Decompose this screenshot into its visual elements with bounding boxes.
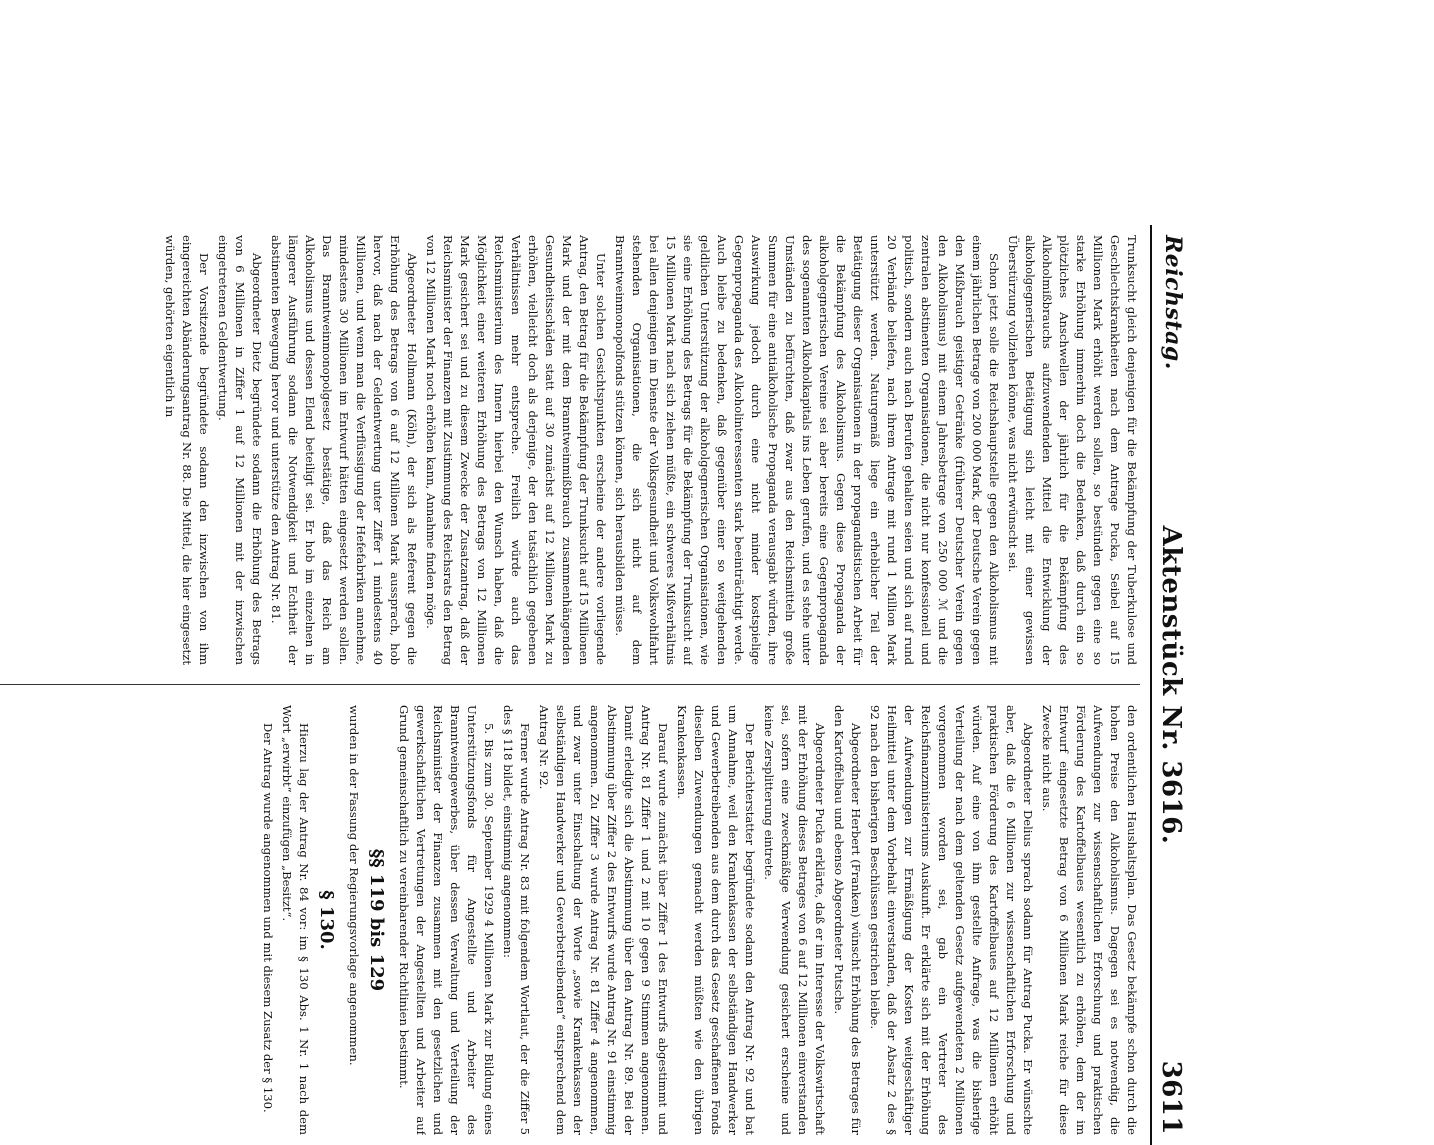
left-paragraph: Schon jetzt solle die Reichshauptstelle gegen den Alkoholismus mit einem jährlichen Betrage von 200 000 Mark, der Deutsche Verein gegen den Mißbrauch geistiger Getränke (früherer Deutscher Verein gegen den Alkoholismus) mit einem Jahresbetrage von 250 000 ℳ und die zentralen abstinenten Organisationen, die nicht nur konfessionell und politisch, sondern auch nach Berufen gehalten seien und sich auf rund 20 Verbände beliefen, nach ihrem Antrage mit rund 1 Million Mark unterstützt werden. Naturgemäß liege ein erheblicher Teil der Betätigung dieser Organisationen in der propagandistischen Arbeit für die Bekämpfung des Alkoholismus. Gegen diese Propaganda der alkoholgegnerischen Vereine sei aber bereits eine Gegenpropaganda des sogenannten Alkoholkapitals ins Leben gerufen, und es stehe unter Umständen zu befürchten, daß zwar aus den Reichsmitteln große Summen für eine antialkoholische Propaganda verausgabt würden, ihre Auswirkung jedoch durch eine nicht minder kostspielige Gegenpropaganda des Alkoholinteressenten stark beeinträchtigt werde. Auch bleibe zu bedenken, daß gegenüber einer so weitgehenden geldlichen Unterstützung der alkoholgegnerischen Organisationen, wie sie eine Erhöhung des Betrags für die Bekämpfung der Trunksucht auf 15 Millionen Mark nach sich ziehen müßte, ein schweres Mißverhältnis bei allen denjenigen im Dienste der Volksgesundheit und Volkswohlfahrt stehenden Organisationen, die sich nicht auf dem Branntweinmonopolfonds stützen können, sich herausbilden müsse. (613, 235, 1001, 665)
left-paragraph: Trunksucht gleich denjenigen für die Bekämpfung der Tuberkulose und Geschlechtskrankheiten nach dem Antrage Pucka, Seibel auf 15 Millionen Mark erhöht werden sollen, so bestünden gegen eine so starke Erhöhung immerhin doch die Bedenken, daß durch ein so plötzliches Anschwellen der jährlich für die Bekämpfung des Alkoholmißbrauchs aufzuwendenden Mittel die Entwicklung der alkoholgegnerischen Betätigung sich leicht mit einer gewissen Überstürzung vollziehen könne, was nicht erwünscht sei. (1006, 235, 1139, 665)
right-paragraph: Der Berichterstatter begründete sodann den Antrag Nr. 92 und bat um Annahme, weil den Krankenkassen der selbständigen Handwerker und Gewerbetreibenden aus dem durch das Gesetz geschaffenen Fonds dieselben Zuwendungen gemacht werden müßten wie den übrigen Krankenkassen. (675, 705, 757, 1135)
right-column (0, 705, 1140, 1135)
left-column (0, 235, 1140, 665)
right-paragraph: Abgeordneter Pucka erklärte, daß er im Interesse der Volkswirtschaft mit der Erhöhung dieses Betrages von 6 auf 12 Millionen einverstanden sei, sofern eine zweckmäßige Verwendung gesichert erscheine und keine Zersplitterung eintrete. (762, 705, 827, 1135)
section-text: Der Antrag wurde angenommen und mit diesem Zusatz der § 130. (261, 723, 275, 1113)
left-paragraph: Abgeordneter Hollmann (Köln), der sich als Referent gegen die Erhöhung des Betrags von 6 auf 12 Millionen Mark aussprach, hob hervor, daß nach der Geldentwertung unter Ziffer 1 mindestens 40 Millionen, und wenn man die Verflüssigung der Hefefabriken annehme, mindestens 30 Millionen im Entwurf hätten eingesetzt werden sollen. Das Branntweinmonopolgesetz bestätige, daß das Reich am Alkoholismus und dessen Elend beteiligt sei. Er hob im einzelnen in längerer Ausführung sodann die Notwendigkeit und Echtheit der abstinenten Bewegung hervor und unterstütze den Antrag Nr. 81. (269, 235, 419, 665)
section-text: Hierzu lag der Antrag Nr. 84 vor: im § 130 Abs. 1 Nr. 1 nach dem Wort „erwirbt“ einzufügen „Besitzt“. (280, 705, 311, 1135)
scanned-page (0, 225, 1192, 1145)
header-page-number: 3611 (1156, 1060, 1186, 1135)
header-reichstag: Reichstag. (1160, 235, 1186, 370)
column-divider (0, 684, 1140, 685)
left-paragraph: Der Vorsitzende begründete sodann den inzwischen von ihm eingereichten Abänderungsantrag Nr. 88. Die Mittel, die hier eingesetzt würden, gehörten eigentlich in (163, 235, 211, 665)
section-heading-130: § 130. (316, 890, 337, 950)
right-paragraph: Ferner wurde Antrag Nr. 83 mit folgendem Wortlaut, der die Ziffer 5 des § 118 bildet, einstimmig angenommen: (501, 705, 532, 1135)
right-paragraph: Darauf wurde zunächst über Ziffer 1 des Entwurfs abgestimmt und Antrag Nr. 81 Ziffer 1 und 2 mit 10 gegen 9 Stimmen angenommen. Damit erledigte sich die Abstimmung über den Antrag Nr. 89. Bei der Abstimmung über Ziffer 2 des Entwurfs wurde Antrag Nr. 91 einstimmig angenommen. Zu Ziffer 3 wurde Antrag Nr. 81 Ziffer 4 angenommen, und zwar unter Einschaltung der Worte „sowie Krankenkassen der selbständigen Handwerker und Gewerbetreibenden“ entsprechend dem Antrag Nr. 92. (537, 705, 670, 1135)
right-paragraph: den ordentlichen Haushaltsplan. Das Gesetz bekämpfe schon durch die hohen Preise den Alkoholismus. Dagegen sei es notwendig, die Aufwendungen zur wissenschaftlichen Erforschung und praktischen Förderung des Kartoffelbaues wesentlich zu erhöhen, dem der im Entwurf eingesetzte Betrag von 6 Millionen Mark reiche für diese Zwecke nicht aus. (1040, 705, 1139, 1135)
right-paragraph: Abgeordneter Herbert (Franken) wünscht Erhöhung des Betrages für den Kartoffelbau und ebenso Abgeordneter Putsche. (832, 705, 863, 1135)
left-paragraph: Unter solchen Gesichtspunkten erscheine der andere vorliegende Antrag, den Betrag für die Bekämpfung der Trunksucht auf 15 Millionen Mark und der mit dem Branntweinmißbrauch zusammenhängenden Gesundheitsschäden statt auf 30 zunächst auf 12 Millionen Mark zu erhöhen, vielleicht doch als derjenige, der den tatsächlich gegebenen Verhältnissen mehr entspreche. Freilich würde auch das Reichsministerium des Innern hierbei den Wunsch haben, daß die Möglichkeit einer weiteren Erhöhung des Betrags von 12 Millionen Mark gesichert sei und zu diesem Zwecke der Zusatzantrag, daß der Reichsminister der Finanzen mit Zustimmung des Reichsrats den Betrag von 12 Millionen Mark noch erhöhen kann, Annahme finden möge. (424, 235, 608, 665)
section-heading-119-129: §§ 119 bis 129 (366, 848, 387, 992)
left-paragraph: Abgeordneter Dietz begründete sodann die Erhöhung des Betrags von 6 Millionen in Ziffer 1 auf 12 Millionen mit der inzwischen eingetretenen Geldentwertung. (216, 235, 264, 665)
right-paragraph: 5. Bis zum 30. September 1929 4 Millionen Mark zur Bildung eines Unterstützungsfonds für Angestellte und Arbeiter des Branntweingewerbes, über dessen Verwaltung und Verteilung der Reichsminister der Finanzen zusammen mit den gesetzlichen und gewerkschaftlichen Vertretungen der Angestellten und Arbeiter auf Grund gemeinschaftlich zu vereinbarender Richtlinien bestimmt. (397, 705, 496, 1135)
right-paragraph: Abgeordneter Delius sprach sodann für Antrag Pucka. Er wünschte aber, daß die 6 Millionen zur wissenschaftlichen Erforschung und praktischen Förderung des Kartoffelbaues auf 12 Millionen erhöht würden. Auf eine von ihm gestellte Anfrage, was die bisherige Verteilung der nach dem geltenden Gesetz aufgewendeten 2 Millionen vorgenommen worden sei, gab ein Vertreter des Reichsfinanzministeriums Auskunft. Er erklärte sich mit der Erhöhung der Aufwendungen zur Ermäßigung der Kosten weitgeschäftiger Heilmittel unter dem Vorbehalt einverstanden, daß der Absatz 2 des § 92 nach den bisherigen Beschlüssen gestrichen bleibe. (868, 705, 1035, 1135)
header-document-number: Aktenstück Nr. 3616. (1156, 525, 1186, 845)
page-header (1150, 225, 1192, 1145)
section-text: wurden in der Fassung der Regierungsvorlage angenommen. (347, 705, 361, 1066)
